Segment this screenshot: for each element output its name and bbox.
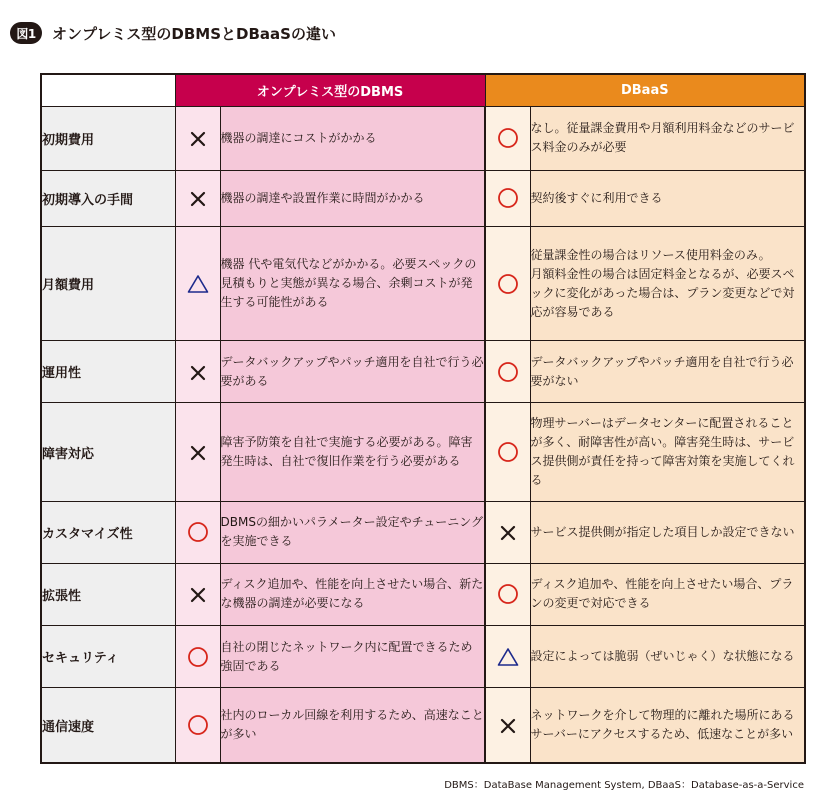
triangle-mark-icon [187, 274, 209, 294]
cross-mark-icon [500, 718, 516, 734]
dbaas-mark-cell [485, 403, 530, 501]
cross-mark-icon [190, 365, 206, 381]
figure-title-row [10, 22, 336, 44]
circle-mark-icon [497, 187, 519, 209]
dbaas-mark-cell [485, 626, 530, 688]
row-label: 月額費用 [41, 226, 175, 340]
cross-mark-icon [190, 131, 206, 147]
dbaas-mark-cell [485, 170, 530, 226]
circle-mark-icon [187, 714, 209, 736]
dbms-description: 機器 代や電気代などがかかる。必要スペックの見積もりと実態が異なる場合、余剰コストが発生する可能性がある [220, 226, 485, 340]
header-corner-cell [41, 74, 175, 106]
dbaas-mark-cell [485, 226, 530, 340]
row-label: カスタマイズ性 [41, 501, 175, 563]
dbms-description: 社内のローカル回線を利用するため、高速なことが多い [220, 688, 485, 763]
circle-mark-icon [497, 273, 519, 295]
dbms-mark-cell [175, 626, 220, 688]
dbms-description: 機器の調達にコストがかかる [220, 106, 485, 170]
dbms-mark-cell [175, 341, 220, 403]
row-label: セキュリティ [41, 626, 175, 688]
dbaas-mark-cell [485, 563, 530, 625]
dbaas-description: ディスク追加や、性能を向上させたい場合、プランの変更で対応できる [530, 563, 805, 625]
dbaas-description: 物理サーバーはデータセンターに配置されることが多く、耐障害性が高い。障害発生時は、サービス提供側が責任を持って障害対策を実施してくれる [530, 403, 805, 501]
dbms-mark-cell [175, 563, 220, 625]
dbaas-description: 設定によっては脆弱（ぜいじゃく）な状態になる [530, 626, 805, 688]
dbms-mark-cell [175, 403, 220, 501]
circle-mark-icon [497, 441, 519, 463]
cross-mark-icon [500, 525, 516, 541]
circle-mark-icon [497, 583, 519, 605]
dbaas-description: ネットワークを介して物理的に離れた場所にあるサーバーにアクセスするため、低速なことが多い [530, 688, 805, 763]
table-row [41, 106, 805, 170]
table-row [41, 626, 805, 688]
circle-mark-icon [497, 361, 519, 383]
dbms-description: DBMSの細かいパラメーター設定やチューニングを実施できる [220, 501, 485, 563]
row-label: 運用性 [41, 341, 175, 403]
triangle-mark-icon [497, 647, 519, 667]
dbaas-description: データバックアップやパッチ適用を自社で行う必要がない [530, 341, 805, 403]
dbms-description: 障害予防策を自社で実施する必要がある。障害発生時は、自社で復旧作業を行う必要がある [220, 403, 485, 501]
cross-mark-icon [190, 587, 206, 603]
dbaas-mark-cell [485, 341, 530, 403]
table-body [41, 106, 805, 763]
figure-badge: 図1 [10, 22, 42, 44]
table-row [41, 226, 805, 340]
dbaas-description: サービス提供側が指定した項目しか設定できない [530, 501, 805, 563]
circle-mark-icon [187, 521, 209, 543]
circle-mark-icon [497, 127, 519, 149]
dbms-description: ディスク追加や、性能を向上させたい場合、新たな機器の調達が必要になる [220, 563, 485, 625]
dbaas-description: なし。従量課金費用や月額利用料金などのサービス料金のみが必要 [530, 106, 805, 170]
table-row [41, 403, 805, 501]
table-row [41, 688, 805, 763]
dbms-mark-cell [175, 688, 220, 763]
dbms-description: データバックアップやパッチ適用を自社で行う必要がある [220, 341, 485, 403]
row-label: 障害対応 [41, 403, 175, 501]
circle-mark-icon [187, 646, 209, 668]
table-row [41, 563, 805, 625]
dbaas-description: 契約後すぐに利用できる [530, 170, 805, 226]
dbms-mark-cell [175, 501, 220, 563]
dbaas-description: 従量課金性の場合はリソース使用料金のみ。 月額料金性の場合は固定料金となるが、必要スペックに変化があった場合は、プラン変更などで対応が容易である [530, 226, 805, 340]
dbaas-mark-cell [485, 501, 530, 563]
dbaas-mark-cell [485, 688, 530, 763]
comparison-table [40, 73, 806, 764]
footnote: DBMS：DataBase Management System, DBaaS：Database-as-a-Service [444, 780, 804, 791]
header-dbms: オンプレミス型のDBMS [175, 74, 485, 106]
dbms-description: 自社の閉じたネットワーク内に配置できるため強固である [220, 626, 485, 688]
dbms-mark-cell [175, 170, 220, 226]
figure-title: オンプレミス型のDBMSとDBaaSの違い [52, 24, 336, 43]
header-dbaas: DBaaS [485, 74, 805, 106]
table-row [41, 341, 805, 403]
dbaas-mark-cell [485, 106, 530, 170]
table-row [41, 501, 805, 563]
dbms-description: 機器の調達や設置作業に時間がかかる [220, 170, 485, 226]
dbms-mark-cell [175, 106, 220, 170]
cross-mark-icon [190, 191, 206, 207]
cross-mark-icon [190, 445, 206, 461]
row-label: 初期費用 [41, 106, 175, 170]
table-row [41, 170, 805, 226]
row-label: 拡張性 [41, 563, 175, 625]
dbms-mark-cell [175, 226, 220, 340]
row-label: 初期導入の手間 [41, 170, 175, 226]
table-header-row [41, 74, 805, 106]
row-label: 通信速度 [41, 688, 175, 763]
